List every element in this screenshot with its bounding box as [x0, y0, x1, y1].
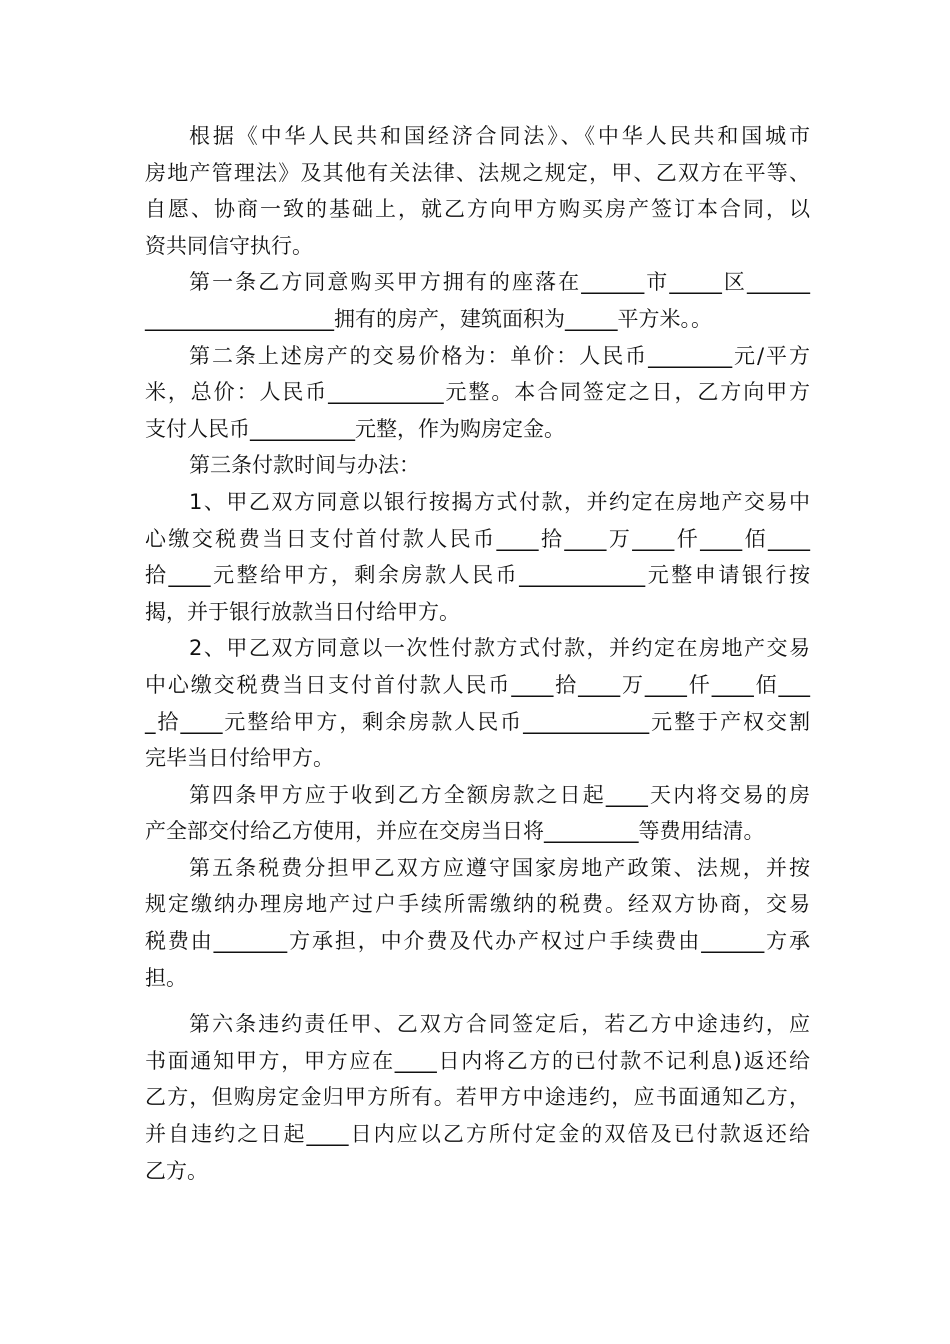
- article-3-item-2: [145, 630, 810, 776]
- text-line: 担。: [145, 965, 187, 990]
- text-line: 乙方，但购房定金归甲方所有。若甲方中途违约，应书面通知乙方，: [145, 1085, 810, 1110]
- text-line: 第五条税费分担甲乙双方应遵守国家房地产政策、法规，并按: [189, 855, 810, 880]
- text-line: 产全部交付给乙方使用，并应在交房当日将_________等费用结清。: [145, 819, 765, 844]
- text-line: 第四条甲方应于收到乙方全额房款之日起____天内将交易的房: [189, 782, 810, 807]
- text-line: _拾____元整给甲方，剩余房款人民币____________元整于产权交割: [145, 709, 810, 734]
- article-6-paragraph: [145, 1006, 810, 1189]
- text-line: 自愿、协商一致的基础上，就乙方向甲方购买房产签订本合同，以: [145, 197, 810, 222]
- text-line: 资共同信守执行。: [145, 233, 313, 258]
- text-line: 米，总价：人民币___________元整。本合同签定之日，乙方向甲方: [145, 380, 810, 405]
- text-line: 并自违约之日起____日内应以乙方所付定金的双倍及已付款返还给: [145, 1122, 810, 1147]
- text-line: 乙方。: [145, 1158, 208, 1183]
- contract-body: [145, 118, 810, 1189]
- text-line: 第二条上述房产的交易价格为：单价：人民币________元/平方: [189, 343, 810, 368]
- text-line: 完毕当日付给甲方。: [145, 746, 334, 771]
- paragraph-gap: [145, 996, 810, 1006]
- text-line: 中心缴交税费当日支付首付款人民币____拾____万____仟____佰___: [145, 672, 810, 697]
- text-line: 根据《中华人民共和国经济合同法》、《中华人民共和国城市: [189, 124, 810, 148]
- article-4-paragraph: [145, 777, 810, 850]
- text-line: 揭，并于银行放款当日付给甲方。: [145, 599, 460, 624]
- text-line: 房地产管理法》及其他有关法律、法规之规定，甲、乙双方在平等、: [145, 160, 810, 185]
- text-line: 1、甲乙双方同意以银行按揭方式付款，并约定在房地产交易中: [189, 489, 810, 514]
- text-line: 拾____元整给甲方，剩余房款人民币____________元整申请银行按: [145, 563, 810, 588]
- text-line: 书面通知甲方，甲方应在____日内将乙方的已付款不记利息)返还给: [145, 1048, 810, 1073]
- preamble-paragraph: [145, 118, 810, 264]
- text-line: 规定缴纳办理房地产过户手续所需缴纳的税费。经双方协商，交易: [145, 892, 810, 917]
- article-1-paragraph: [145, 264, 810, 337]
- article-3-item-1: [145, 484, 810, 630]
- text-line: 支付人民币__________元整，作为购房定金。: [145, 416, 565, 441]
- text-line: 第三条付款时间与办法：: [189, 453, 420, 478]
- text-line: 2、甲乙双方同意以一次性付款方式付款，并约定在房地产交易: [189, 636, 810, 661]
- text-line: 心缴交税费当日支付首付款人民币____拾____万____仟____佰____: [145, 526, 810, 551]
- text-line: 第六条违约责任甲、乙双方合同签定后，若乙方中途违约，应: [189, 1012, 810, 1037]
- article-5-paragraph: [145, 850, 810, 996]
- text-line: 第一条乙方同意购买甲方拥有的座落在______市_____区______: [189, 270, 810, 295]
- text-line: 税费由_______方承担，中介费及代办产权过户手续费由______方承: [145, 929, 810, 954]
- article-3-heading: [145, 447, 810, 484]
- text-line: __________________拥有的房产，建筑面积为_____平方米。。: [145, 306, 712, 331]
- article-2-paragraph: [145, 338, 810, 448]
